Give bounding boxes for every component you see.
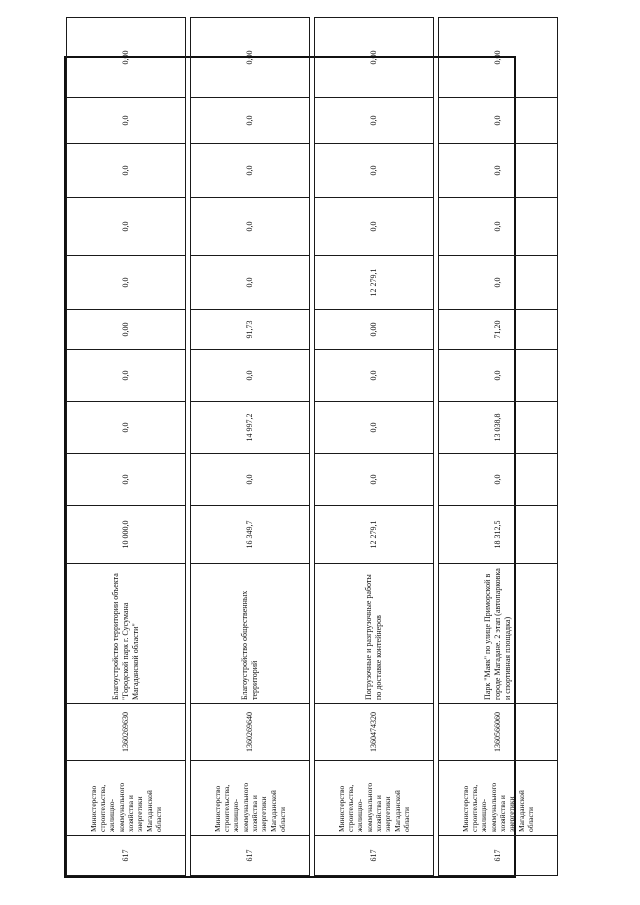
value-cell: 71,20 (439, 310, 558, 350)
value-cell: 0,0 (191, 98, 310, 144)
value-cell: 12 279,1 (315, 506, 434, 564)
value-cell: 0,0 (439, 256, 558, 310)
value-cell: 0,0 (439, 198, 558, 256)
value-cell: 0,0 (191, 350, 310, 402)
owner-code-cell: 617 (67, 836, 186, 876)
value-cell: 0,0 (67, 256, 186, 310)
value-cell: 0,0 (315, 350, 434, 402)
department-cell: Министерство строительства, жилищно-коммунального хозяйства и энергетики Магаданской области (315, 761, 434, 836)
owner-code-cell: 617 (315, 836, 434, 876)
value-cell: 91,73 (191, 310, 310, 350)
rotated-table-wrapper (66, 50, 536, 876)
value-cell: 18 312,5 (439, 506, 558, 564)
value-cell: 12 279,1 (315, 256, 434, 310)
table-row (67, 18, 186, 876)
value-cell: 0,0 (67, 198, 186, 256)
value-cell: 0,00 (315, 18, 434, 98)
activity-name-cell: Благоустройство территории объекта "Городской парк г. Сусумана Магаданской области" (67, 564, 186, 704)
value-cell: 0,0 (191, 256, 310, 310)
activity-name-cell: Благоустройство общественных территорий (191, 564, 310, 704)
value-cell: 16 349,7 (191, 506, 310, 564)
owner-code-cell: 617 (191, 836, 310, 876)
value-cell: 0,0 (67, 454, 186, 506)
kbk-code-cell: 1360269640 (191, 704, 310, 761)
value-cell: 0,00 (315, 310, 434, 350)
value-cell: 0,0 (67, 98, 186, 144)
value-cell: 0,0 (315, 454, 434, 506)
value-cell: 0,0 (439, 350, 558, 402)
value-cell: 0,0 (315, 98, 434, 144)
value-cell: 10 000,0 (67, 506, 186, 564)
table-row (439, 18, 558, 876)
value-cell: 0,0 (191, 198, 310, 256)
value-cell: 14 997,2 (191, 402, 310, 454)
value-cell: 0,0 (191, 144, 310, 198)
value-cell: 0,0 (315, 198, 434, 256)
value-cell: 0,0 (439, 454, 558, 506)
table-row (315, 18, 434, 876)
department-cell: Министерство строительства, жилищно-коммунального хозяйства и энергетики Магаданской области (191, 761, 310, 836)
value-cell: 0,0 (191, 454, 310, 506)
owner-code-cell: 617 (439, 836, 558, 876)
value-cell: 0,0 (67, 144, 186, 198)
value-cell: 0,00 (439, 18, 558, 98)
kbk-code-cell: 1360269630 (67, 704, 186, 761)
value-cell: 0,0 (315, 402, 434, 454)
value-cell: 0,00 (191, 18, 310, 98)
department-cell: Министерство строительства, жилищно-коммунального хозяйства и энергетики Магаданской области (67, 761, 186, 836)
kbk-code-cell: 1360566060 (439, 704, 558, 761)
value-cell: 0,0 (315, 144, 434, 198)
table-body (67, 18, 558, 876)
value-cell: 0,0 (439, 98, 558, 144)
activity-name-cell: Погрузочные и разгрузочные работы по доставке контейнеров (315, 564, 434, 704)
activity-name-cell: Парк "Маяк" по улице Приморской в городе Магадане. 2 этап (автопарковка и спортивная площадка) (439, 564, 558, 704)
kbk-code-cell: 1360474320 (315, 704, 434, 761)
value-cell: 13 038,8 (439, 402, 558, 454)
value-cell: 0,00 (67, 18, 186, 98)
value-cell: 0,00 (67, 310, 186, 350)
budget-table (66, 17, 558, 876)
value-cell: 0,0 (439, 144, 558, 198)
value-cell: 0,0 (67, 402, 186, 454)
table-row (191, 18, 310, 876)
value-cell: 0,0 (67, 350, 186, 402)
department-cell: Министерство строительства, жилищно-коммунального хозяйства и энергетики Магаданской области (439, 761, 558, 836)
